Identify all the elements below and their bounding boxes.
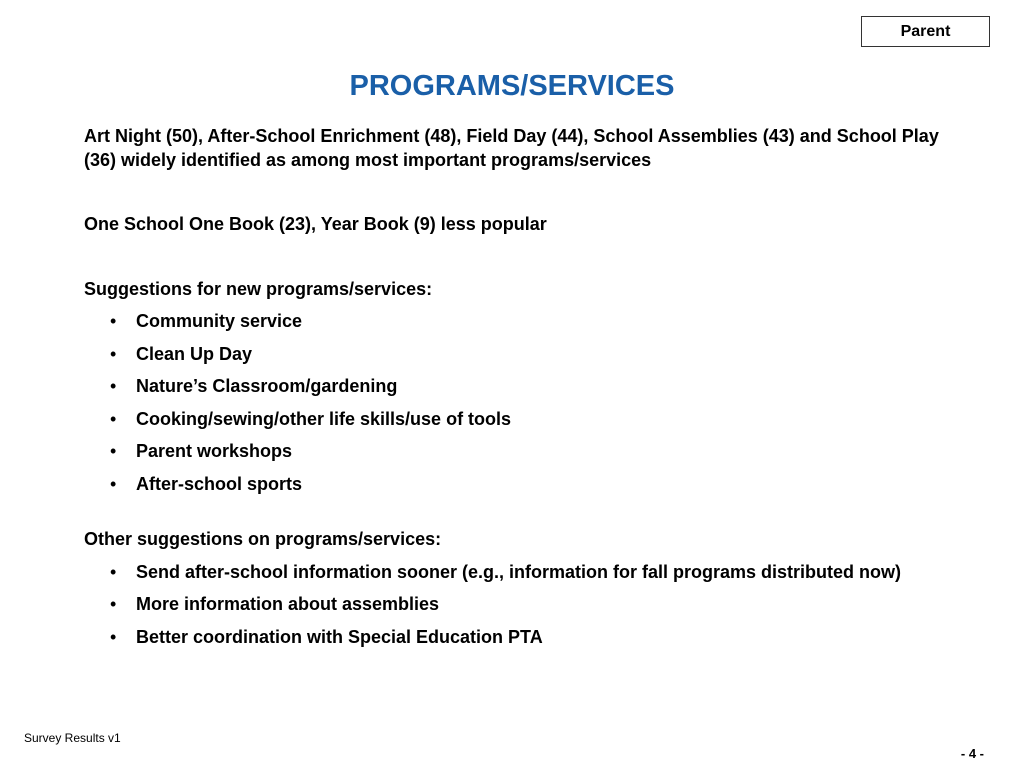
list-item: • More information about assemblies — [84, 593, 944, 617]
list-item: • Send after-school information sooner (e.g., information for fall programs distributed now) — [84, 561, 944, 585]
other-suggestions-list — [84, 561, 944, 650]
footer-label: Survey Results v1 — [24, 731, 121, 745]
list-item: • Community service — [84, 310, 944, 334]
summary-paragraph-1: Art Night (50), After-School Enrichment (48), Field Day (44), School Assemblies (43) and School Play (36) widely identified as among most important programs/services — [84, 126, 939, 170]
list-item: • Clean Up Day — [84, 343, 944, 367]
list-item: • Parent workshops — [84, 440, 944, 464]
slide-content — [84, 125, 944, 658]
other-suggestions-heading: Other suggestions on programs/services: — [84, 529, 442, 549]
list-item: • Nature’s Classroom/gardening — [84, 375, 944, 399]
new-suggestions-heading: Suggestions for new programs/services: — [84, 278, 433, 299]
summary-paragraph-2: One School One Book (23), Year Book (9) less popular — [84, 214, 547, 234]
list-item: • After-school sports — [84, 473, 944, 497]
page-title: PROGRAMS/SERVICES — [349, 70, 675, 102]
list-item: • Cooking/sewing/other life skills/use of tools — [84, 408, 944, 432]
page-number: - 4 - — [960, 746, 984, 761]
audience-tag: Parent — [861, 16, 990, 47]
list-item: • Better coordination with Special Education PTA — [84, 626, 944, 650]
new-suggestions-list — [84, 310, 944, 496]
